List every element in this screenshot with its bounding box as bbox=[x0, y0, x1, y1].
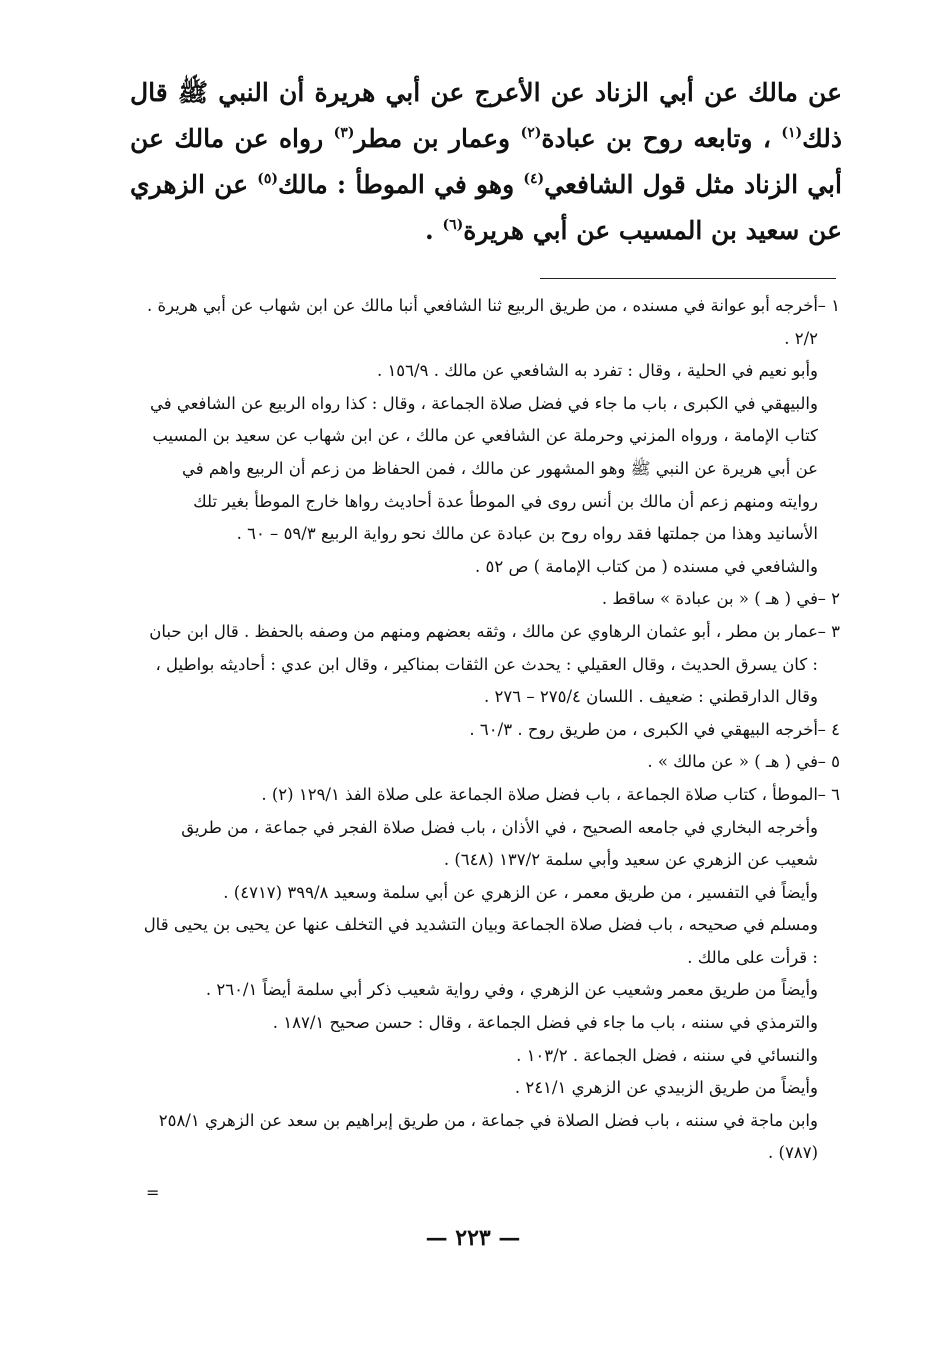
page-number: — ٢٢٣ — bbox=[425, 1225, 521, 1251]
footnote-1 bbox=[140, 290, 840, 583]
footnote-ref: (٢) bbox=[520, 125, 542, 141]
footnote-5 bbox=[140, 746, 840, 779]
main-text-segment: عن مالك عن أبي الزناد عن الأعرج عن أبي هريرة أن النبي ﷺ قال ذلك bbox=[130, 78, 842, 153]
footnote-ref: (٣) bbox=[333, 125, 355, 141]
footnotes bbox=[140, 290, 840, 1170]
footnote-line: والبيهقي في الكبرى ، باب ما جاء في فضل صلاة الجماعة ، وقال : كذا رواه الربيع عن الشافعي في كتاب الإمامة ، ورواه المزني وحرملة عن الشافعي عن مالك ، عن ابن شهاب عن سعيد بن المسيب عن أبي هريرة عن النبي ﷺ وهو المشهور عن مالك ، فمن الحفاظ من زعم أن الربيع واهم في روايته ومنهم زعم أن مالك بن أنس روى في الموطأ عدة أحاديث رواها خارج الموطأ بغير تلك الأسانيد وهذا من جملتها فقد رواه روح بن عبادة عن مالك نحو رواية الربيع ٥٩/٣ – ٦٠ . bbox=[149, 393, 818, 544]
footnote-line: عمار بن مطر ، أبو عثمان الرهاوي عن مالك ، وثقه بعضهم ومنهم من وصفه بالحفظ . قال ابن حبان : كان يسرق الحديث ، وقال العقيلي : يحدث عن الثقات بمناكير ، وقال ابن عدي : أحاديثه بواطيل ، وقال الدارقطني : ضعيف . اللسان ٢٧٥/٤ – ٢٧٦ . bbox=[149, 621, 818, 707]
footnote-4 bbox=[140, 714, 840, 747]
footnote-line: وأخرجه البخاري في جامعه الصحيح ، في الأذان ، باب فضل صلاة الفجر في جماعة ، من طريق شعيب عن الزهري عن سعيد وأبي سلمة ١٣٧/٢ (٦٤٨) . bbox=[181, 817, 818, 870]
footnote-line: وأيضاً من طريق معمر وشعيب عن الزهري ، وفي رواية شعيب ذكر أبي سلمة أيضاً ٢٦٠/١ . bbox=[205, 980, 818, 1000]
footnote-line: وابن ماجة في سننه ، باب فضل الصلاة في جماعة ، من طريق إبراهيم بن سعد عن الزهري ٢٥٨/١ (٧٨٧) . bbox=[158, 1110, 818, 1163]
main-text bbox=[130, 70, 842, 254]
footnote-number: ٤ – bbox=[817, 719, 840, 739]
continuation-mark: = bbox=[146, 1183, 160, 1202]
footnote-ref: (٤) bbox=[523, 171, 545, 187]
footnote-line: والترمذي في سننه ، باب ما جاء في فضل الجماعة ، وقال : حسن صحيح ١٨٧/١ . bbox=[272, 1013, 818, 1033]
footnote-line: في ( هـ ) « عن مالك » . bbox=[647, 752, 818, 772]
footnote-number: ٦ – bbox=[817, 784, 840, 804]
footnote-line: والشافعي في مسنده ( من كتاب الإمامة ) ص ٥٢ . bbox=[474, 556, 818, 576]
footnote-number: ٣ – bbox=[817, 621, 840, 641]
footnote-6 bbox=[140, 779, 840, 1170]
footnote-2 bbox=[140, 583, 840, 616]
footnote-line: والنسائي في سننه ، فضل الجماعة . ١٠٣/٢ . bbox=[516, 1045, 818, 1065]
main-text-segment: . bbox=[425, 216, 434, 245]
footnote-line: الموطأ ، كتاب صلاة الجماعة ، باب فضل صلاة الجماعة على صلاة الفذ ١٢٩/١ (٢) . bbox=[261, 784, 818, 804]
footnote-line: وأبو نعيم في الحلية ، وقال : تفرد به الشافعي عن مالك . ١٥٦/٩ . bbox=[376, 361, 818, 381]
footnote-number: ٥ – bbox=[817, 752, 840, 772]
main-paragraph bbox=[130, 70, 842, 254]
footnote-3 bbox=[140, 616, 840, 714]
footnote-line: ومسلم في صحيحه ، باب فضل صلاة الجماعة وبيان التشديد في التخلف عنها عن يحيى بن يحيى قال : قرأت على مالك . bbox=[143, 915, 818, 967]
footnote-line: في ( هـ ) « بن عبادة » ساقط . bbox=[601, 589, 818, 609]
main-text-segment: رواه عن مالك عن أبي الزناد مثل قول الشافعي bbox=[130, 124, 842, 199]
footnote-line: أخرجه البيهقي في الكبرى ، من طريق روح . ٦٠/٣ . bbox=[469, 719, 818, 739]
footnote-number: ٢ – bbox=[817, 589, 840, 609]
footnote-line: وأيضاً من طريق الزبيدي عن الزهري ٢٤١/١ . bbox=[514, 1078, 818, 1098]
footnote-ref: (٥) bbox=[257, 171, 279, 187]
main-text-segment: ، وتابعه روح بن عبادة bbox=[541, 124, 771, 153]
footnote-number: ١ – bbox=[817, 296, 840, 315]
footnote-ref: (٦) bbox=[442, 217, 464, 233]
footnote-separator bbox=[540, 278, 836, 279]
main-text-segment: وعمار بن مطر bbox=[354, 124, 511, 153]
footnote-line: وأيضاً في التفسير ، من طريق معمر ، عن الزهري عن أبي سلمة وسعيد ٣٩٩/٨ (٤٧١٧) . bbox=[223, 882, 818, 902]
footnote-line: أخرجه أبو عوانة في مسنده ، من طريق الربيع ثنا الشافعي أنبا مالك عن ابن شهاب عن أبي هريرة . ٢/٢ . bbox=[147, 296, 818, 348]
footnote-ref: (١) bbox=[781, 125, 803, 141]
main-text-segment: وهو في الموطأ : مالك bbox=[278, 170, 515, 199]
main-text-segment: عن الزهري عن سعيد بن المسيب عن أبي هريرة bbox=[130, 170, 842, 245]
